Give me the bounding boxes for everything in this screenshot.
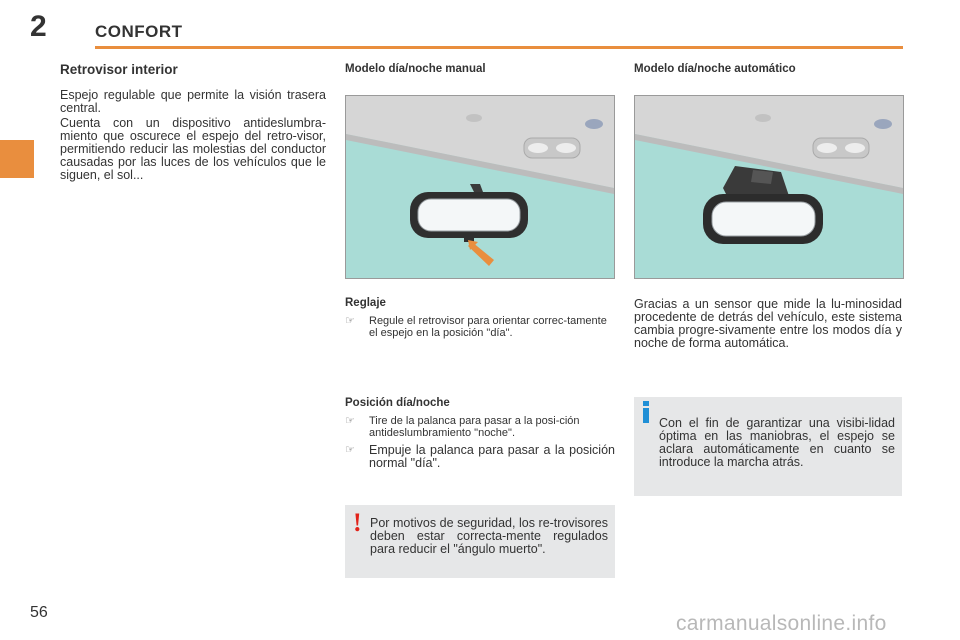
manual-mirror-drawing — [346, 96, 614, 278]
warning-text: Por motivos de seguridad, los re-trovisores deben estar correcta-mente regulados para reducir el "ángulo muerto". — [370, 516, 608, 556]
chapter-number: 2 — [30, 10, 47, 43]
exclamation-icon: ! — [353, 508, 362, 537]
auto-mirror-illustration — [634, 95, 904, 279]
info-note — [634, 397, 902, 496]
section-title: Retrovisor interior — [60, 62, 178, 77]
auto-mirror-drawing — [635, 96, 903, 278]
auto-model-title: Modelo día/noche automático — [634, 63, 796, 75]
reglaje-item — [345, 315, 615, 339]
auto-description: Gracias a un sensor que mide la lu-minosidad procedente de detrás del vehículo, este sistema cambia progre-sivamente entre los modos día y noche de forma automática. — [634, 297, 902, 350]
manual-model-title: Modelo día/noche manual — [345, 63, 486, 75]
manual-mirror-illustration — [345, 95, 615, 279]
warning-note — [345, 505, 615, 578]
reglaje-item-text: Regule el retrovisor para orientar correc-tamente el espejo en la posición "día". — [369, 315, 607, 339]
pointing-hand-icon: ☞ — [345, 315, 355, 327]
posicion-item — [345, 415, 615, 439]
posicion-item — [345, 444, 615, 470]
description-paragraph: Cuenta con un dispositivo antideslumbra-miento que oscurece el espejo del retro-visor, permitiendo reducir las molestias del conductor causadas por las luces de los vehículos que le siguen, el sol... — [60, 116, 326, 182]
header-rule — [95, 46, 903, 49]
chapter-title: CONFORT — [95, 22, 183, 41]
posicion-title: Posición día/noche — [345, 397, 450, 409]
pointing-hand-icon: ☞ — [345, 415, 355, 427]
info-icon — [643, 401, 649, 423]
posicion-item-text: Tire de la palanca para pasar a la posi-ción antideslumbramiento "noche". — [369, 415, 580, 439]
reglaje-title: Reglaje — [345, 297, 386, 309]
page-number: 56 — [30, 604, 48, 621]
pointing-hand-icon: ☞ — [345, 444, 355, 456]
posicion-item-text: Empuje la palanca para pasar a la posición normal "día". — [369, 443, 615, 470]
intro-paragraph: Espejo regulable que permite la visión trasera central. — [60, 88, 326, 115]
chapter-side-tab — [0, 140, 34, 178]
watermark: carmanualsonline.info — [676, 612, 887, 635]
info-text: Con el fin de garantizar una visibi-lidad óptima en las maniobras, el espejo se aclara automáticamente en cuanto se introduce la marcha atrás. — [659, 416, 895, 469]
